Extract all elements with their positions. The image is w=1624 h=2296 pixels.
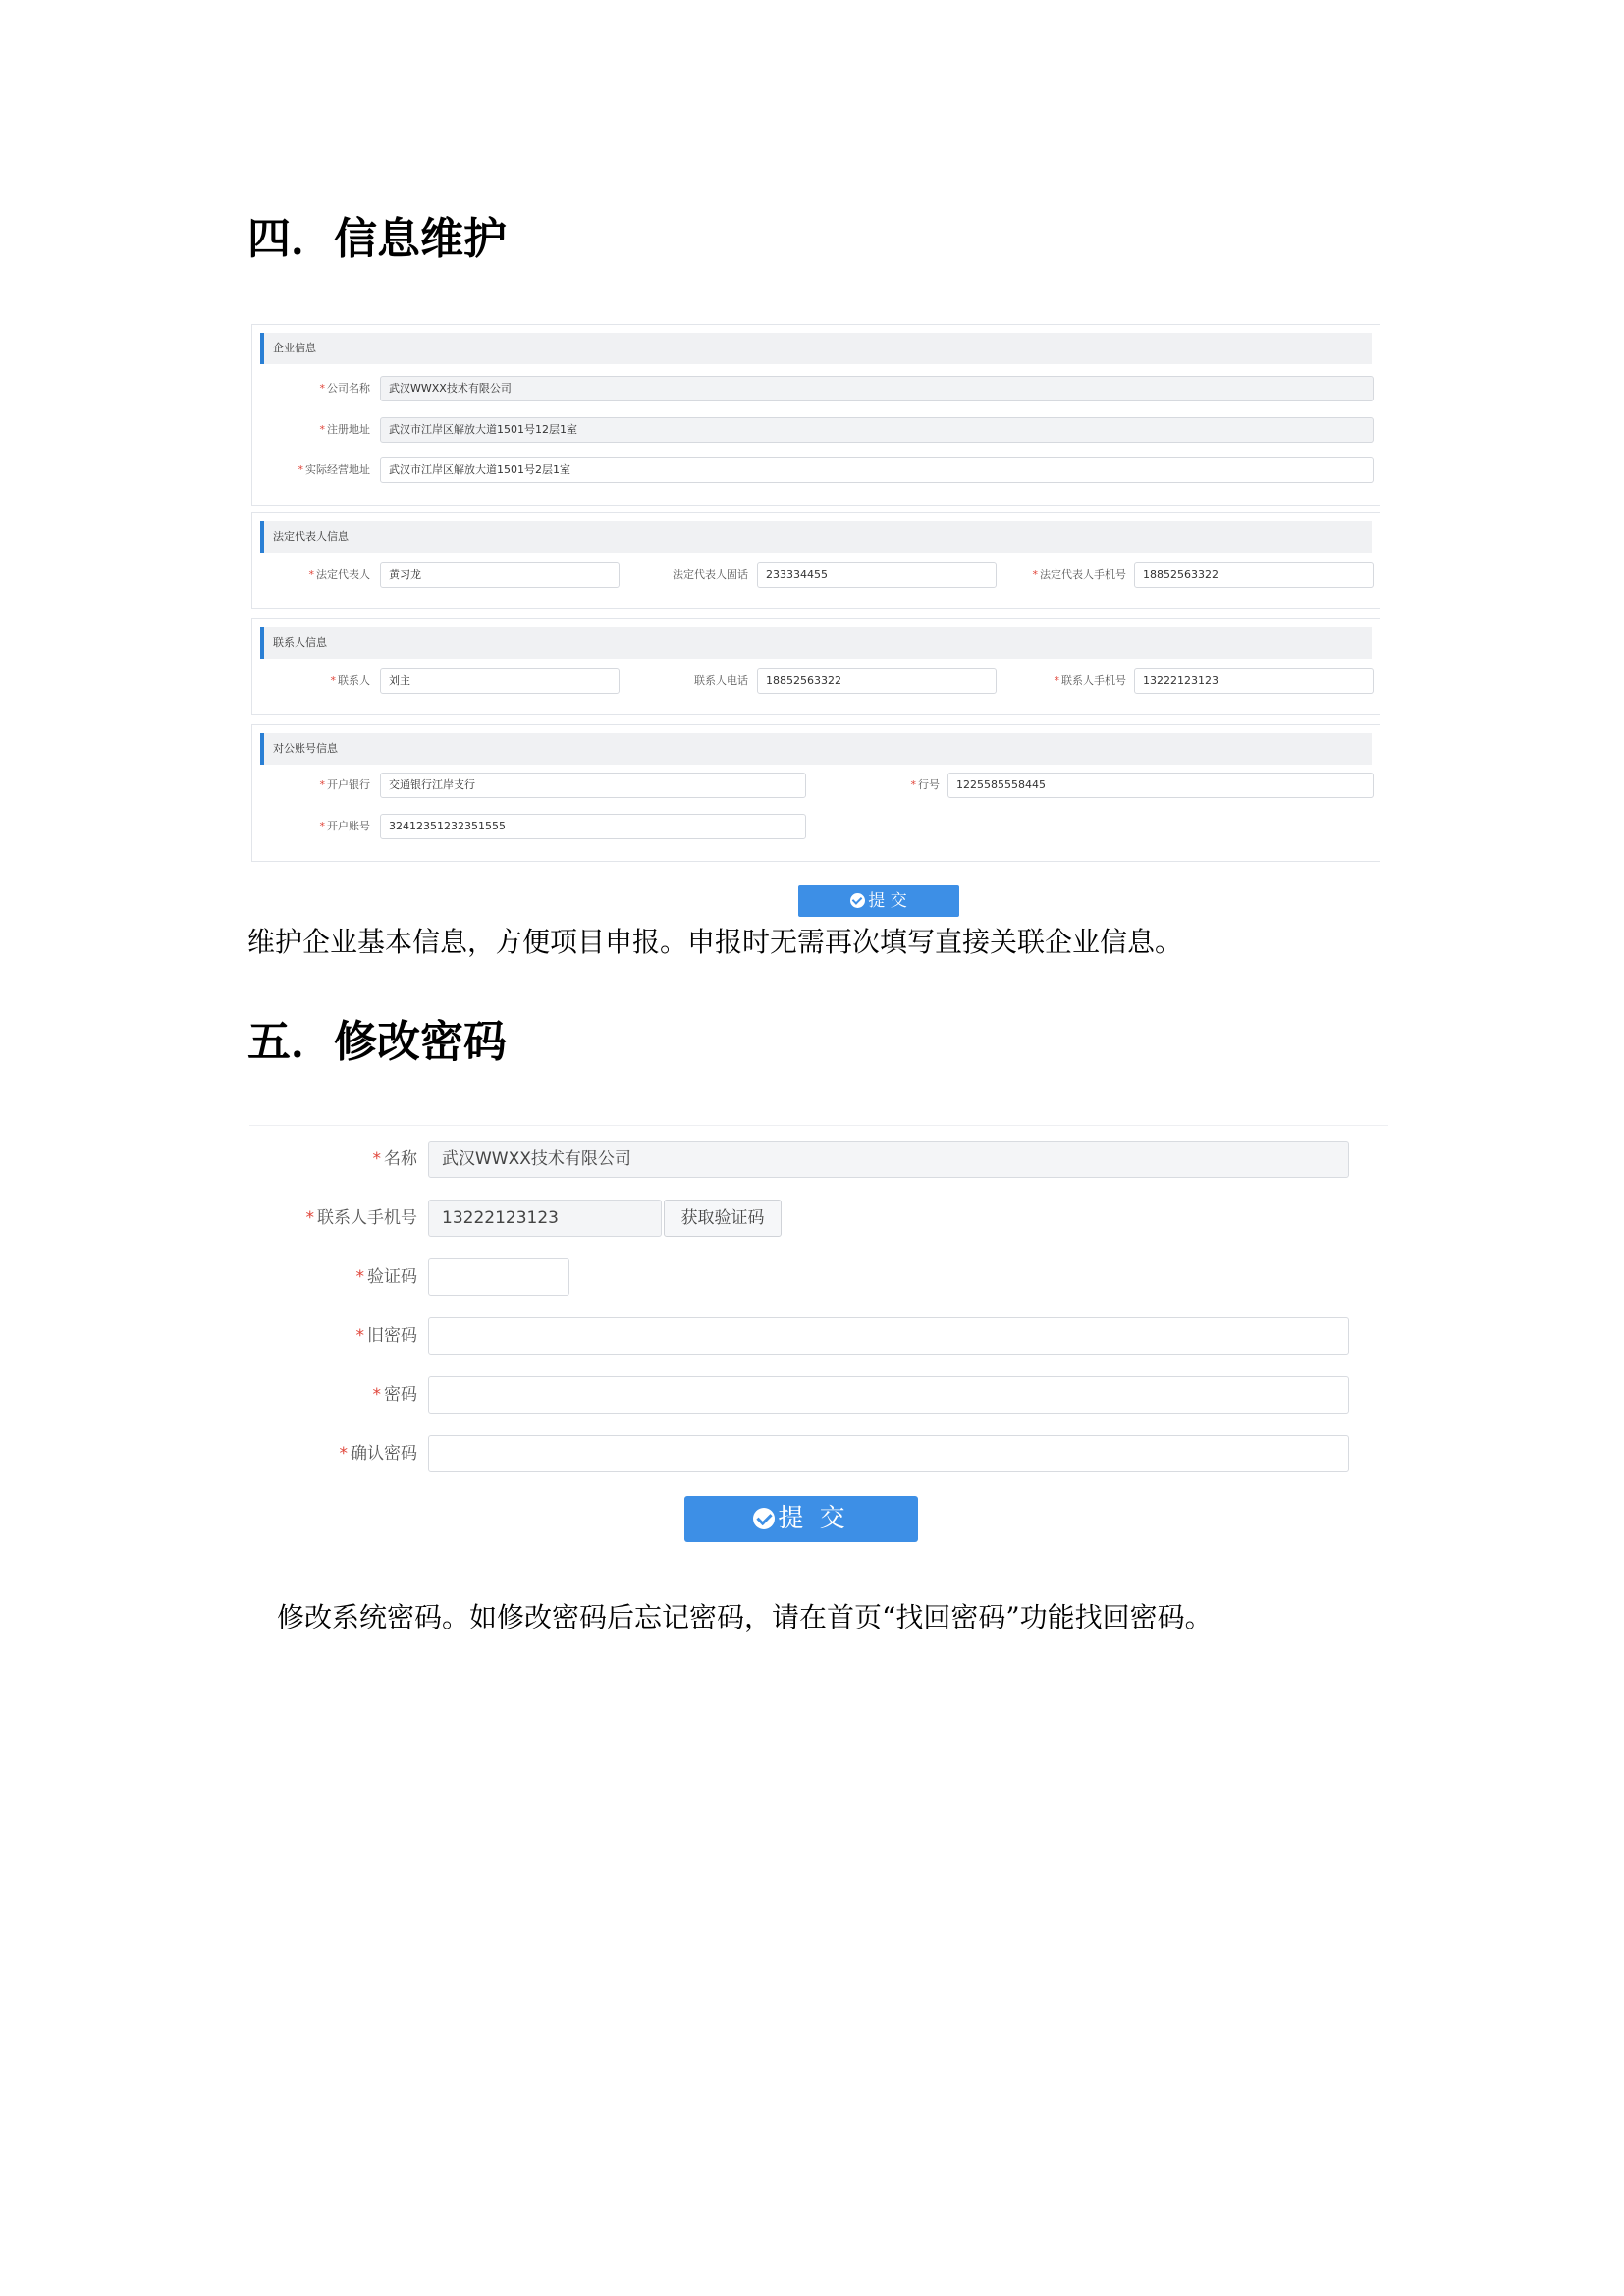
code-label: * 验证码	[355, 1267, 417, 1287]
legal-mobile-input[interactable]: 18852563322	[1134, 562, 1374, 588]
legal-phone-input[interactable]: 233334455	[757, 562, 997, 588]
contact-panel	[251, 618, 1380, 715]
bank-no-label: * 行号	[910, 778, 940, 791]
contact-phone-input[interactable]: 18852563322	[757, 668, 997, 694]
contact-mobile-input[interactable]: 13222123123	[1134, 668, 1374, 694]
account-no-input[interactable]: 32412351232351555	[380, 814, 806, 839]
account-title: 对公账号信息	[260, 733, 1372, 765]
contact-mobile-label: * 联系人手机号	[1054, 674, 1126, 687]
bank-label: * 开户银行	[319, 778, 370, 791]
legal-rep-input[interactable]: 黄习龙	[380, 562, 620, 588]
check-circle-icon	[753, 1508, 775, 1529]
password-label: * 密码	[372, 1385, 417, 1405]
company-name-input[interactable]: 武汉WWXX技术有限公司	[380, 376, 1374, 401]
old-password-input[interactable]	[428, 1317, 1349, 1355]
confirm-password-input[interactable]	[428, 1435, 1349, 1472]
reg-address-label: * 注册地址	[319, 423, 370, 436]
company-info-panel	[251, 324, 1380, 506]
password-submit-button[interactable]	[684, 1496, 918, 1542]
info-submit-button[interactable]	[798, 885, 959, 917]
contact-name-label: * 联系人	[330, 674, 370, 687]
bank-no-input[interactable]: 1225585558445	[947, 773, 1374, 798]
password-submit-label: 提 交	[778, 1504, 849, 1533]
legal-rep-title: 法定代表人信息	[260, 521, 1372, 553]
account-no-label: * 开户账号	[319, 820, 370, 832]
change-password-screenshot	[249, 1125, 1388, 1547]
confirm-password-label: * 确认密码	[339, 1444, 417, 1464]
mobile-input[interactable]: 13222123123	[428, 1200, 662, 1237]
legal-mobile-label: * 法定代表人手机号	[1032, 568, 1126, 581]
biz-address-input[interactable]: 武汉市江岸区解放大道1501号2层1室	[380, 457, 1374, 483]
section-4-caption: 维护企业基本信息，方便项目申报。申报时无需再次填写直接关联企业信息。	[247, 926, 1183, 958]
info-maintenance-screenshot	[251, 324, 1380, 913]
contact-name-input[interactable]: 刘主	[380, 668, 620, 694]
biz-address-label: * 实际经营地址	[298, 463, 370, 476]
reg-address-input[interactable]: 武汉市江岸区解放大道1501号12层1室	[380, 417, 1374, 443]
legal-rep-label: * 法定代表人	[308, 568, 370, 581]
mobile-label: * 联系人手机号	[305, 1208, 417, 1228]
check-circle-icon	[850, 893, 865, 908]
code-input[interactable]	[428, 1258, 569, 1296]
legal-rep-panel	[251, 512, 1380, 609]
contact-title: 联系人信息	[260, 627, 1372, 659]
company-name-label: * 公司名称	[319, 382, 370, 395]
bank-input[interactable]: 交通银行江岸支行	[380, 773, 806, 798]
name-label: * 名称	[372, 1149, 417, 1169]
company-info-title: 企业信息	[260, 333, 1372, 364]
legal-phone-label: 法定代表人固话	[673, 568, 748, 581]
account-panel	[251, 724, 1380, 862]
password-input[interactable]	[428, 1376, 1349, 1414]
old-password-label: * 旧密码	[355, 1326, 417, 1346]
section-4-heading: 四．信息维护	[247, 214, 507, 264]
info-submit-label: 提 交	[868, 891, 907, 911]
section-5-heading: 五．修改密码	[247, 1017, 507, 1067]
name-input[interactable]: 武汉WWXX技术有限公司	[428, 1141, 1349, 1178]
section-5-caption: 修改系统密码。如修改密码后忘记密码，请在首页“找回密码”功能找回密码。	[277, 1601, 1213, 1633]
get-code-button[interactable]: 获取验证码	[664, 1200, 782, 1237]
contact-phone-label: 联系人电话	[694, 674, 748, 687]
